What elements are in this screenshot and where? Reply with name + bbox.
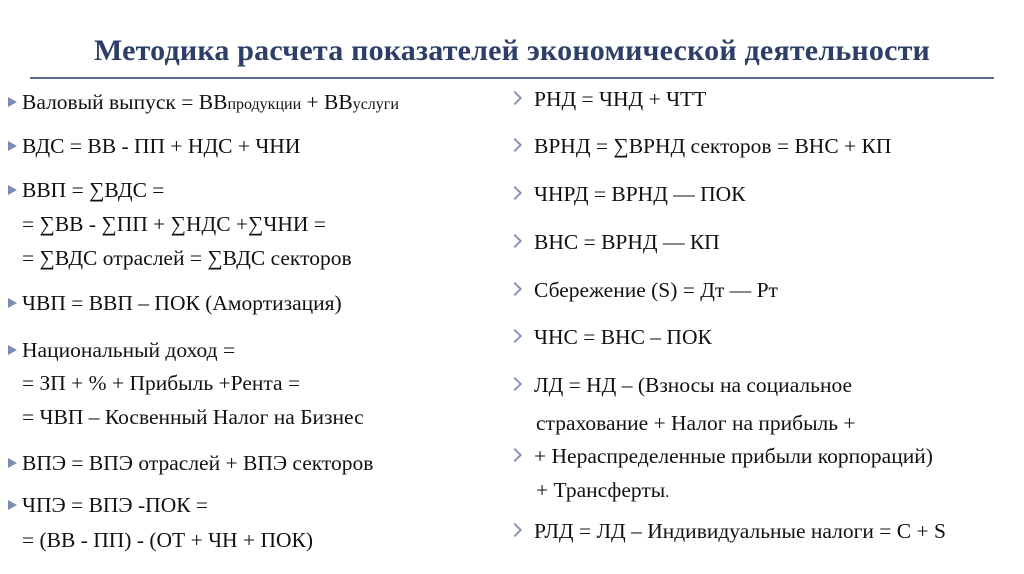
chevron-bullet-icon — [508, 523, 522, 537]
right-item-savings: Сбережение (S) = Дт — Рт — [510, 277, 778, 303]
chevron-bullet-icon — [508, 377, 522, 391]
chevron-bullet-icon — [508, 329, 522, 343]
left-item-gdp-cont-1: = ∑ВВ - ∑ПП + ∑НДС +∑ЧНИ = — [22, 212, 326, 236]
left-item-chpe-cont: = (ВВ - ПП) - (ОТ + ЧН + ПОК) — [22, 528, 313, 552]
right-item-ld-cont-3: + Трансферты. — [536, 478, 670, 502]
right-item-ld-cont-2: + Нераспределенные прибыли корпораций) — [510, 443, 933, 469]
left-item-ndp: ЧВП = ВВП – ПОК (Амортизация) — [8, 290, 342, 316]
right-item-rnd: РНД = ЧНД + ЧТТ — [510, 86, 706, 112]
right-item-ld-cont-1: страхование + Налог на прибыль + — [536, 411, 856, 435]
right-item-chnrd: ЧНРД = ВРНД — ПОК — [510, 181, 746, 207]
right-item-rld: РЛД = ЛД – Индивидуальные налоги = С + S — [510, 518, 946, 544]
left-item-gross-output: Валовый выпуск = ВВпродукции + ВВуслуги — [8, 89, 399, 118]
left-item-chpe: ЧПЭ = ВПЭ -ПОК = — [8, 492, 208, 518]
arrow-bullet-icon — [8, 458, 17, 468]
chevron-bullet-icon — [508, 91, 522, 105]
arrow-bullet-icon — [8, 500, 17, 510]
left-item-vpe: ВПЭ = ВПЭ отраслей + ВПЭ секторов — [8, 450, 373, 476]
left-item-national-income: Национальный доход = — [8, 337, 235, 363]
arrow-bullet-icon — [8, 185, 17, 195]
arrow-bullet-icon — [8, 345, 17, 355]
arrow-bullet-icon — [8, 298, 17, 308]
chevron-bullet-icon — [508, 186, 522, 200]
slide-title: Методика расчета показателей экономической деятельности — [93, 34, 931, 67]
chevron-bullet-icon — [508, 138, 522, 152]
left-item-gdp-cont-2: = ∑ВДС отраслей = ∑ВДС секторов — [22, 246, 352, 270]
right-item-ld: ЛД = НД – (Взносы на социальное — [510, 372, 852, 398]
left-item-national-income-cont-1: = ЗП + % + Прибыль +Рента = — [22, 371, 301, 395]
chevron-bullet-icon — [508, 282, 522, 296]
arrow-bullet-icon — [8, 141, 17, 151]
right-item-vns: ВНС = ВРНД — КП — [510, 229, 720, 255]
left-item-national-income-cont-2: = ЧВП – Косвенный Налог на Бизнес — [22, 405, 364, 429]
title-underline — [30, 77, 994, 79]
chevron-bullet-icon — [508, 234, 522, 248]
right-item-vrnd: ВРНД = ∑ВРНД секторов = ВНС + КП — [510, 133, 891, 159]
left-item-gva: ВДС = ВВ - ПП + НДС + ЧНИ — [8, 133, 300, 159]
right-item-chns: ЧНС = ВНС – ПОК — [510, 324, 712, 350]
chevron-bullet-icon — [508, 448, 522, 462]
left-item-gdp: ВВП = ∑ВДС = — [8, 177, 164, 203]
arrow-bullet-icon — [8, 97, 17, 107]
